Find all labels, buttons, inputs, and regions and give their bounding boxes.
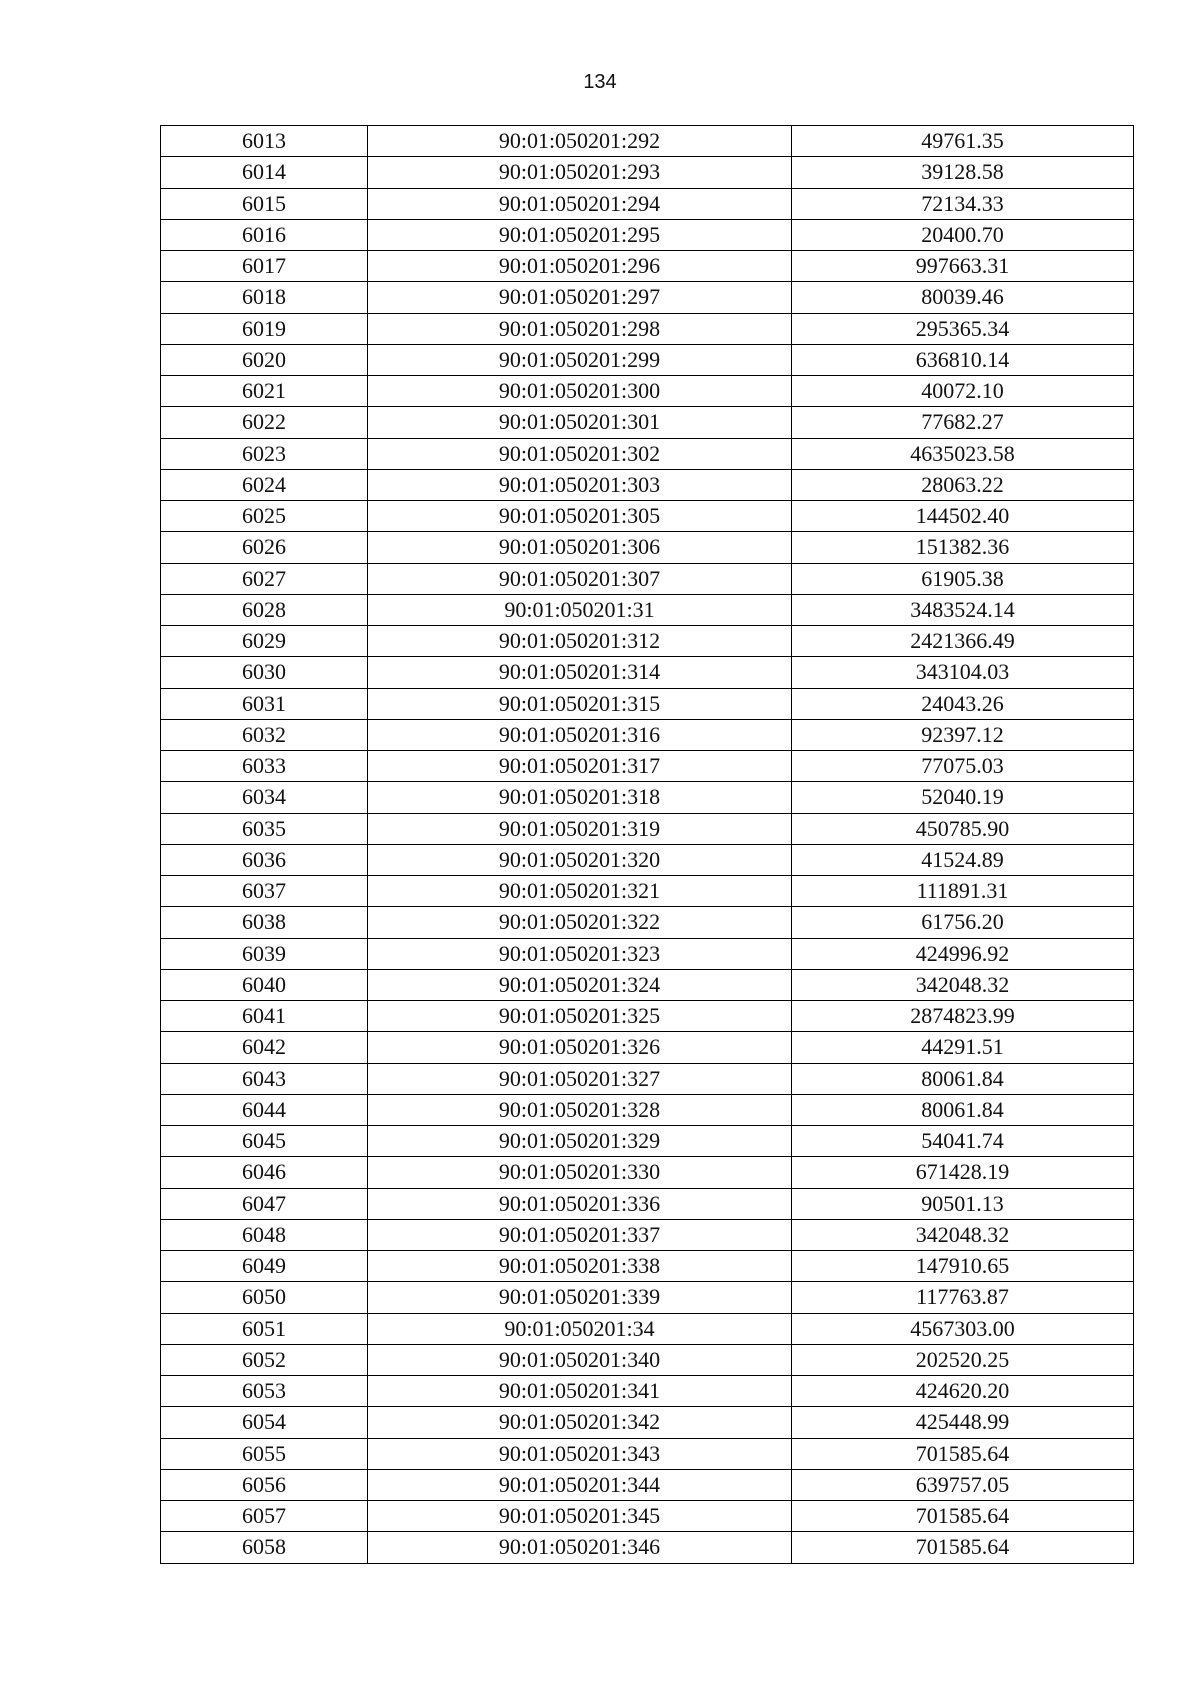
table-row (161, 1251, 1134, 1282)
table-row (161, 719, 1134, 750)
cadastral-number-cell: 90:01:050201:325 (368, 1001, 792, 1032)
cadastral-number-cell: 90:01:050201:299 (368, 344, 792, 375)
table-row (161, 751, 1134, 782)
table-row (161, 594, 1134, 625)
value-cell: 54041.74 (792, 1126, 1134, 1157)
table-row (161, 688, 1134, 719)
value-cell: 80061.84 (792, 1063, 1134, 1094)
cadastral-number-cell: 90:01:050201:315 (368, 688, 792, 719)
value-cell: 147910.65 (792, 1251, 1134, 1282)
cadastral-number-cell: 90:01:050201:34 (368, 1313, 792, 1344)
row-number-cell: 6045 (161, 1126, 368, 1157)
value-cell: 997663.31 (792, 251, 1134, 282)
cadastral-number-cell: 90:01:050201:293 (368, 157, 792, 188)
table-row (161, 532, 1134, 563)
table-row (161, 938, 1134, 969)
table-row (161, 344, 1134, 375)
value-cell: 343104.03 (792, 657, 1134, 688)
value-cell: 61756.20 (792, 907, 1134, 938)
cadastral-number-cell: 90:01:050201:344 (368, 1469, 792, 1500)
value-cell: 52040.19 (792, 782, 1134, 813)
row-number-cell: 6017 (161, 251, 368, 282)
table-row (161, 1532, 1134, 1563)
row-number-cell: 6057 (161, 1501, 368, 1532)
cadastral-number-cell: 90:01:050201:292 (368, 126, 792, 157)
cadastral-number-cell: 90:01:050201:307 (368, 563, 792, 594)
value-cell: 24043.26 (792, 688, 1134, 719)
cadastral-number-cell: 90:01:050201:297 (368, 282, 792, 313)
table-row (161, 282, 1134, 313)
cadastral-number-cell: 90:01:050201:306 (368, 532, 792, 563)
value-cell: 425448.99 (792, 1407, 1134, 1438)
table-row (161, 969, 1134, 1000)
table-row (161, 376, 1134, 407)
row-number-cell: 6018 (161, 282, 368, 313)
row-number-cell: 6027 (161, 563, 368, 594)
row-number-cell: 6023 (161, 438, 368, 469)
cadastral-number-cell: 90:01:050201:341 (368, 1376, 792, 1407)
value-cell: 77075.03 (792, 751, 1134, 782)
row-number-cell: 6028 (161, 594, 368, 625)
row-number-cell: 6056 (161, 1469, 368, 1500)
row-number-cell: 6037 (161, 876, 368, 907)
row-number-cell: 6016 (161, 219, 368, 250)
row-number-cell: 6046 (161, 1157, 368, 1188)
cadastral-value-table (160, 125, 1134, 1564)
table-row (161, 188, 1134, 219)
value-cell: 80061.84 (792, 1094, 1134, 1125)
table-row (161, 501, 1134, 532)
value-cell: 701585.64 (792, 1532, 1134, 1563)
row-number-cell: 6014 (161, 157, 368, 188)
cadastral-number-cell: 90:01:050201:323 (368, 938, 792, 969)
cadastral-number-cell: 90:01:050201:296 (368, 251, 792, 282)
cadastral-number-cell: 90:01:050201:295 (368, 219, 792, 250)
value-cell: 4635023.58 (792, 438, 1134, 469)
row-number-cell: 6036 (161, 844, 368, 875)
value-cell: 342048.32 (792, 969, 1134, 1000)
cadastral-number-cell: 90:01:050201:305 (368, 501, 792, 532)
row-number-cell: 6034 (161, 782, 368, 813)
value-cell: 20400.70 (792, 219, 1134, 250)
table-row (161, 1126, 1134, 1157)
row-number-cell: 6054 (161, 1407, 368, 1438)
cadastral-number-cell: 90:01:050201:317 (368, 751, 792, 782)
cadastral-number-cell: 90:01:050201:346 (368, 1532, 792, 1563)
value-cell: 117763.87 (792, 1282, 1134, 1313)
cadastral-number-cell: 90:01:050201:337 (368, 1219, 792, 1250)
cadastral-number-cell: 90:01:050201:324 (368, 969, 792, 1000)
value-cell: 295365.34 (792, 313, 1134, 344)
cadastral-number-cell: 90:01:050201:329 (368, 1126, 792, 1157)
value-cell: 39128.58 (792, 157, 1134, 188)
cadastral-number-cell: 90:01:050201:330 (368, 1157, 792, 1188)
value-cell: 2421366.49 (792, 626, 1134, 657)
cadastral-number-cell: 90:01:050201:316 (368, 719, 792, 750)
table-row (161, 126, 1134, 157)
cadastral-number-cell: 90:01:050201:298 (368, 313, 792, 344)
cadastral-number-cell: 90:01:050201:319 (368, 813, 792, 844)
row-number-cell: 6031 (161, 688, 368, 719)
row-number-cell: 6047 (161, 1188, 368, 1219)
row-number-cell: 6019 (161, 313, 368, 344)
row-number-cell: 6044 (161, 1094, 368, 1125)
table-row (161, 563, 1134, 594)
row-number-cell: 6032 (161, 719, 368, 750)
value-cell: 77682.27 (792, 407, 1134, 438)
row-number-cell: 6055 (161, 1438, 368, 1469)
row-number-cell: 6050 (161, 1282, 368, 1313)
row-number-cell: 6029 (161, 626, 368, 657)
cadastral-number-cell: 90:01:050201:318 (368, 782, 792, 813)
value-cell: 41524.89 (792, 844, 1134, 875)
cadastral-number-cell: 90:01:050201:320 (368, 844, 792, 875)
table-row (161, 1219, 1134, 1250)
table-row (161, 1501, 1134, 1532)
cadastral-number-cell: 90:01:050201:343 (368, 1438, 792, 1469)
value-cell: 92397.12 (792, 719, 1134, 750)
table-row (161, 782, 1134, 813)
table-row (161, 876, 1134, 907)
table-row (161, 251, 1134, 282)
table-row (161, 407, 1134, 438)
row-number-cell: 6058 (161, 1532, 368, 1563)
table-row (161, 219, 1134, 250)
table-row (161, 657, 1134, 688)
value-cell: 701585.64 (792, 1438, 1134, 1469)
value-cell: 40072.10 (792, 376, 1134, 407)
table-row (161, 157, 1134, 188)
table-row (161, 1438, 1134, 1469)
value-cell: 28063.22 (792, 469, 1134, 500)
row-number-cell: 6025 (161, 501, 368, 532)
value-cell: 342048.32 (792, 1219, 1134, 1250)
value-cell: 639757.05 (792, 1469, 1134, 1500)
value-cell: 671428.19 (792, 1157, 1134, 1188)
cadastral-number-cell: 90:01:050201:31 (368, 594, 792, 625)
value-cell: 450785.90 (792, 813, 1134, 844)
row-number-cell: 6021 (161, 376, 368, 407)
cadastral-number-cell: 90:01:050201:328 (368, 1094, 792, 1125)
table-row (161, 469, 1134, 500)
row-number-cell: 6035 (161, 813, 368, 844)
cadastral-number-cell: 90:01:050201:322 (368, 907, 792, 938)
cadastral-number-cell: 90:01:050201:345 (368, 1501, 792, 1532)
cadastral-number-cell: 90:01:050201:294 (368, 188, 792, 219)
row-number-cell: 6033 (161, 751, 368, 782)
table-row (161, 313, 1134, 344)
row-number-cell: 6053 (161, 1376, 368, 1407)
table-row (161, 813, 1134, 844)
value-cell: 3483524.14 (792, 594, 1134, 625)
row-number-cell: 6026 (161, 532, 368, 563)
row-number-cell: 6040 (161, 969, 368, 1000)
value-cell: 424996.92 (792, 938, 1134, 969)
value-cell: 4567303.00 (792, 1313, 1134, 1344)
cadastral-number-cell: 90:01:050201:302 (368, 438, 792, 469)
row-number-cell: 6049 (161, 1251, 368, 1282)
row-number-cell: 6015 (161, 188, 368, 219)
cadastral-number-cell: 90:01:050201:336 (368, 1188, 792, 1219)
table-row (161, 626, 1134, 657)
cadastral-number-cell: 90:01:050201:303 (368, 469, 792, 500)
value-cell: 90501.13 (792, 1188, 1134, 1219)
row-number-cell: 6038 (161, 907, 368, 938)
cadastral-number-cell: 90:01:050201:326 (368, 1032, 792, 1063)
row-number-cell: 6051 (161, 1313, 368, 1344)
cadastral-number-cell: 90:01:050201:338 (368, 1251, 792, 1282)
table-row (161, 1376, 1134, 1407)
table-row (161, 1032, 1134, 1063)
value-cell: 144502.40 (792, 501, 1134, 532)
table-row (161, 1063, 1134, 1094)
value-cell: 151382.36 (792, 532, 1134, 563)
cadastral-number-cell: 90:01:050201:339 (368, 1282, 792, 1313)
value-cell: 44291.51 (792, 1032, 1134, 1063)
table-row (161, 1313, 1134, 1344)
table-row (161, 1469, 1134, 1500)
row-number-cell: 6020 (161, 344, 368, 375)
row-number-cell: 6041 (161, 1001, 368, 1032)
value-cell: 61905.38 (792, 563, 1134, 594)
cadastral-number-cell: 90:01:050201:327 (368, 1063, 792, 1094)
cadastral-number-cell: 90:01:050201:314 (368, 657, 792, 688)
value-cell: 2874823.99 (792, 1001, 1134, 1032)
cadastral-number-cell: 90:01:050201:300 (368, 376, 792, 407)
row-number-cell: 6024 (161, 469, 368, 500)
value-cell: 202520.25 (792, 1344, 1134, 1375)
value-cell: 701585.64 (792, 1501, 1134, 1532)
row-number-cell: 6039 (161, 938, 368, 969)
row-number-cell: 6048 (161, 1219, 368, 1250)
cadastral-number-cell: 90:01:050201:312 (368, 626, 792, 657)
table-row (161, 438, 1134, 469)
cadastral-number-cell: 90:01:050201:342 (368, 1407, 792, 1438)
row-number-cell: 6030 (161, 657, 368, 688)
table-row (161, 1407, 1134, 1438)
row-number-cell: 6052 (161, 1344, 368, 1375)
table-body (161, 126, 1134, 1564)
table-row (161, 1157, 1134, 1188)
cadastral-number-cell: 90:01:050201:340 (368, 1344, 792, 1375)
value-cell: 80039.46 (792, 282, 1134, 313)
row-number-cell: 6013 (161, 126, 368, 157)
table-row (161, 844, 1134, 875)
value-cell: 49761.35 (792, 126, 1134, 157)
page-number: 134 (583, 71, 617, 93)
value-cell: 424620.20 (792, 1376, 1134, 1407)
table-row (161, 1094, 1134, 1125)
cadastral-number-cell: 90:01:050201:321 (368, 876, 792, 907)
table-row (161, 907, 1134, 938)
cadastral-number-cell: 90:01:050201:301 (368, 407, 792, 438)
value-cell: 636810.14 (792, 344, 1134, 375)
table-row (161, 1188, 1134, 1219)
table-row (161, 1344, 1134, 1375)
row-number-cell: 6043 (161, 1063, 368, 1094)
table-row (161, 1001, 1134, 1032)
value-cell: 72134.33 (792, 188, 1134, 219)
row-number-cell: 6022 (161, 407, 368, 438)
table-row (161, 1282, 1134, 1313)
row-number-cell: 6042 (161, 1032, 368, 1063)
value-cell: 111891.31 (792, 876, 1134, 907)
